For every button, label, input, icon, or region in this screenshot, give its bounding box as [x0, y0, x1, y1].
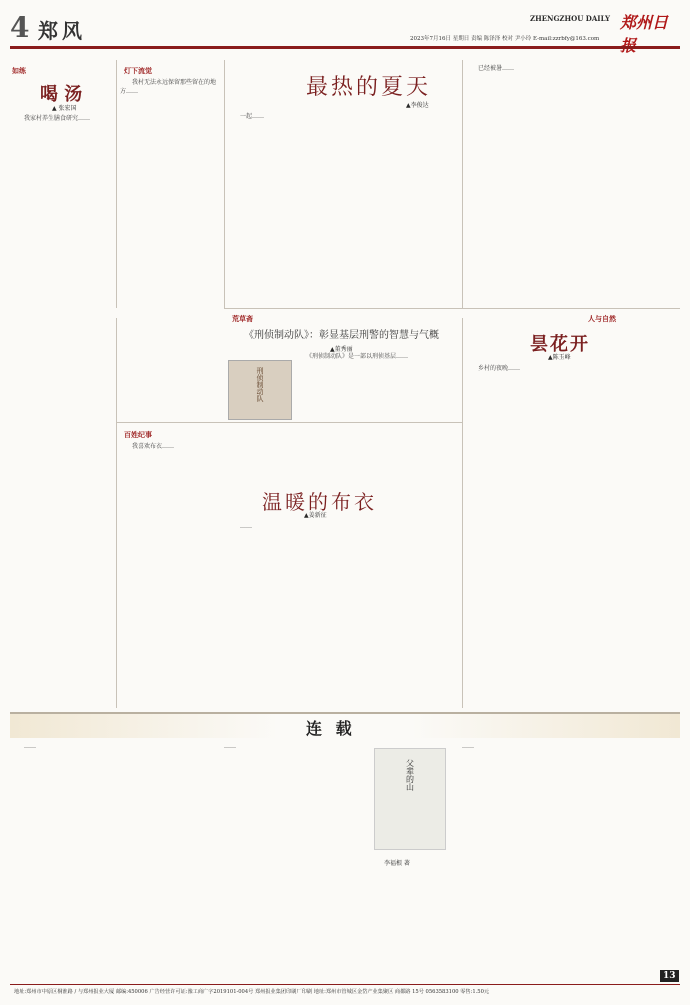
article-title: 最热的夏天 — [306, 75, 432, 100]
footer-text: 地址:郑州市中原区桐淮路 / 与郑州报业大厦 邮编:450006 广告经营许可证:豫工商广字2019101-004号 郑州报业集团印刷厂印刷 地址:郑州市管城区金岱产业集聚区 商都路 15号 0563583100 零售:1.50元 — [14, 989, 490, 995]
article-body: 我喜欢布衣…… — [132, 443, 175, 450]
column-tag: 百姓纪事 — [124, 430, 152, 439]
article-body: 《刑侦制动队》是一部以刑侦基层…… — [306, 353, 409, 360]
article-title: 温暖的布衣 — [262, 490, 377, 514]
divider — [462, 60, 463, 308]
column-tag: 灯下流觉 — [124, 66, 152, 75]
article-author: ▲ 张宏国 — [52, 105, 77, 112]
article-body: 已经被暑…… — [478, 65, 515, 72]
divider — [462, 318, 463, 708]
serial-author: 李福根 著 — [384, 860, 410, 867]
divider — [116, 60, 117, 308]
footer-rule — [10, 984, 680, 985]
date-line: 2023年7月16日 星期日 责编 陈泽泽 校对 尹小玲 E-mail:zzrbfy@163.com — [410, 36, 600, 42]
article-body: 我家村养生膳食研究…… — [24, 115, 91, 122]
column-tag: 荒草斋 — [232, 314, 253, 323]
divider — [224, 308, 680, 309]
paper-name: 郑州日 — [620, 13, 669, 32]
serial-title: 连 载 — [306, 719, 356, 738]
serial-body: …… — [24, 743, 36, 750]
serial-book-title: 父辈的山 — [405, 759, 415, 791]
serial-body: …… — [462, 743, 474, 750]
serial-body: …… — [224, 743, 236, 750]
article-author: ▲董秀丽 — [330, 346, 353, 353]
serial-banner — [10, 712, 680, 738]
article-title: 喝 汤 — [40, 84, 83, 105]
article-body: 我村无法永远保留那些留在的地方…… — [120, 79, 217, 95]
column-tag: 人与自然 — [588, 314, 616, 323]
page-number: 4 — [10, 11, 30, 44]
article-author: ▲姜新征 — [304, 512, 327, 519]
divider — [224, 60, 225, 308]
article-author: ▲李俊达 — [406, 102, 429, 109]
article-body: 乡村的夜晚…… — [478, 365, 521, 372]
book-cover-title: 刑侦制动队 — [256, 367, 264, 402]
article-body: 一起…… — [240, 113, 265, 120]
masthead — [10, 12, 682, 44]
book-cover — [228, 360, 292, 420]
article-author: ▲陈玉峰 — [548, 354, 571, 361]
article-title: 《刑侦制动队》：彰显基层刑警的智慧与气概 — [244, 330, 439, 341]
article-title: 昙花开 — [530, 334, 590, 355]
masthead-rule — [10, 46, 680, 49]
book-image — [374, 748, 446, 850]
column-tag: 如练 — [12, 66, 26, 75]
divider — [116, 422, 462, 423]
page-badge: 13 — [660, 970, 679, 982]
edition-en: ZHENGZHOU DAILY — [530, 14, 611, 23]
section-name: 郑风 — [38, 19, 86, 43]
divider — [116, 318, 117, 708]
article-body: …… — [240, 523, 252, 530]
